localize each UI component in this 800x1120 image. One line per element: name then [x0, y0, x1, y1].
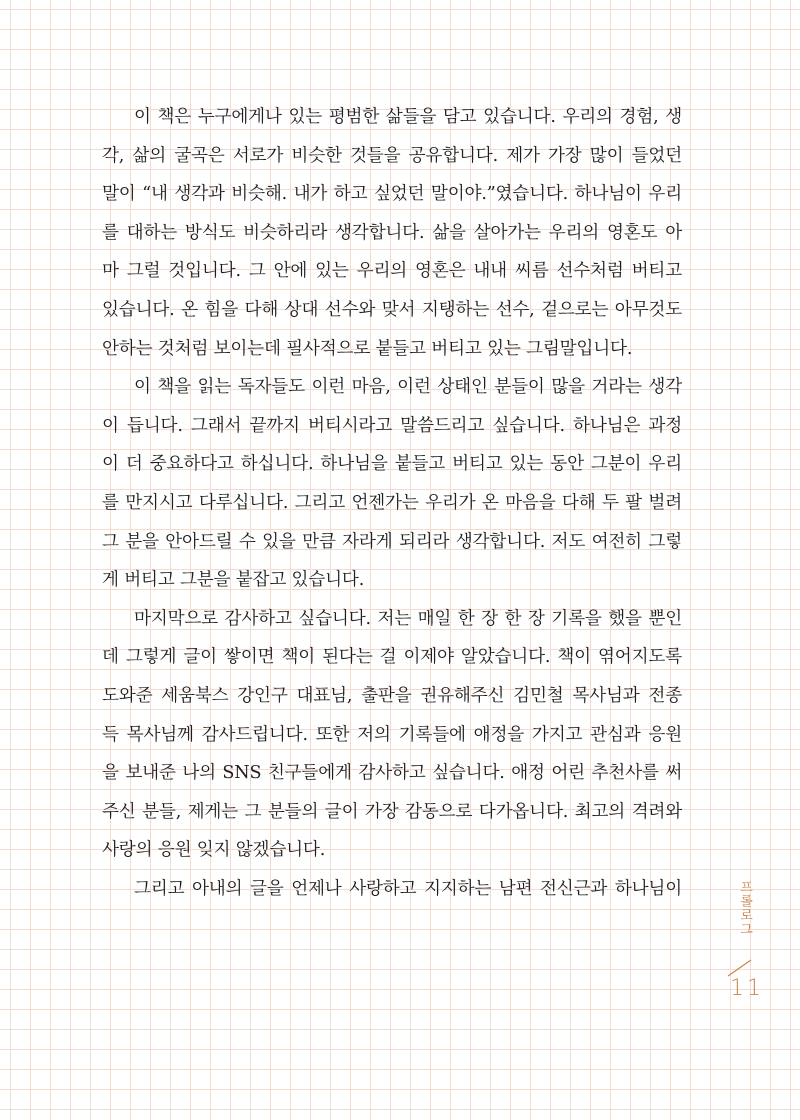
text-line: 데 그렇게 글이 쌓이면 책이 된다는 걸 이제야 알았습니다. 책이 엮어지도록: [102, 647, 682, 668]
text-line: 있습니다. 온 힘을 다해 상대 선수와 맞서 지탱하는 선수, 겉으로는 아무것도: [102, 299, 682, 320]
slash-divider-icon: [724, 958, 754, 978]
text-line: 를 대하는 방식도 비슷하리라 생각합니다. 삶을 살아가는 우리의 영혼도 아: [102, 222, 682, 243]
text-line: 안하는 것처럼 보이는데 필사적으로 붙들고 버티고 있는 그림말입니다.: [102, 338, 633, 359]
text-line: 를 만지시고 다루십니다. 그리고 언젠가는 우리가 온 마음을 다해 두 팔 벌려: [102, 492, 682, 513]
text-line: 말이 “내 생각과 비슷해. 내가 하고 싶었던 말이야.”였습니다. 하나님이 우리: [102, 184, 682, 205]
prologue-body: [102, 98, 682, 908]
paragraph: [102, 600, 682, 870]
page-number: 11: [730, 976, 764, 1001]
text-line: 그리고 아내의 글을 언제나 사랑하고 지지하는 남편 전신근과 하나님이: [134, 878, 682, 899]
running-footer: [724, 880, 764, 1020]
text-line: 득 목사님께 감사드립니다. 또한 저의 기록들에 애정을 가지고 관심과 응원: [102, 724, 682, 745]
paragraph: [102, 870, 682, 909]
text-line: 이 듭니다. 그래서 끝까지 버티시라고 말씀드리고 싶습니다. 하나님은 과정: [102, 415, 682, 436]
text-line: 주신 분들, 제게는 그 분들의 글이 가장 감동으로 다가옵니다. 최고의 격려와: [102, 801, 682, 822]
text-line: 각, 삶의 굴곡은 서로가 비슷한 것들을 공유합니다. 제가 가장 많이 들었던: [102, 145, 682, 166]
text-line: 사랑의 응원 잊지 않겠습니다.: [102, 840, 326, 861]
paragraph: [102, 368, 682, 600]
text-line: 이 책은 누구에게나 있는 평범한 삶들을 담고 있습니다. 우리의 경험, 생: [134, 107, 682, 127]
text-line: 이 책을 읽는 독자들도 이런 마음, 이런 상태인 분들이 많을 거라는 생각: [134, 377, 682, 398]
section-label: 프롤로그: [737, 880, 752, 936]
text-line: 마지막으로 감사하고 싶습니다. 저는 매일 한 장 한 장 기록을 했을 뿐인: [134, 608, 682, 629]
text-line: 이 더 중요하다고 하십니다. 하나님을 붙들고 버티고 있는 동안 그분이 우리: [102, 454, 682, 475]
paragraph: [102, 98, 682, 368]
text-line: 게 버티고 그분을 붙잡고 있습니다.: [102, 570, 365, 591]
text-line: 그 분을 안아드릴 수 있을 만큼 자라게 되리라 생각합니다. 저도 여전히 그렇: [102, 531, 682, 552]
text-line: 마 그럴 것입니다. 그 안에 있는 우리의 영혼은 내내 씨름 선수처럼 버티고: [102, 261, 682, 282]
text-line: 도와준 세움북스 강인구 대표님, 출판을 권유해주신 김민철 목사님과 전종: [102, 685, 682, 706]
text-line: 을 보내준 나의 SNS 친구들에게 감사하고 싶습니다. 애정 어린 추천사를 써: [102, 763, 682, 784]
